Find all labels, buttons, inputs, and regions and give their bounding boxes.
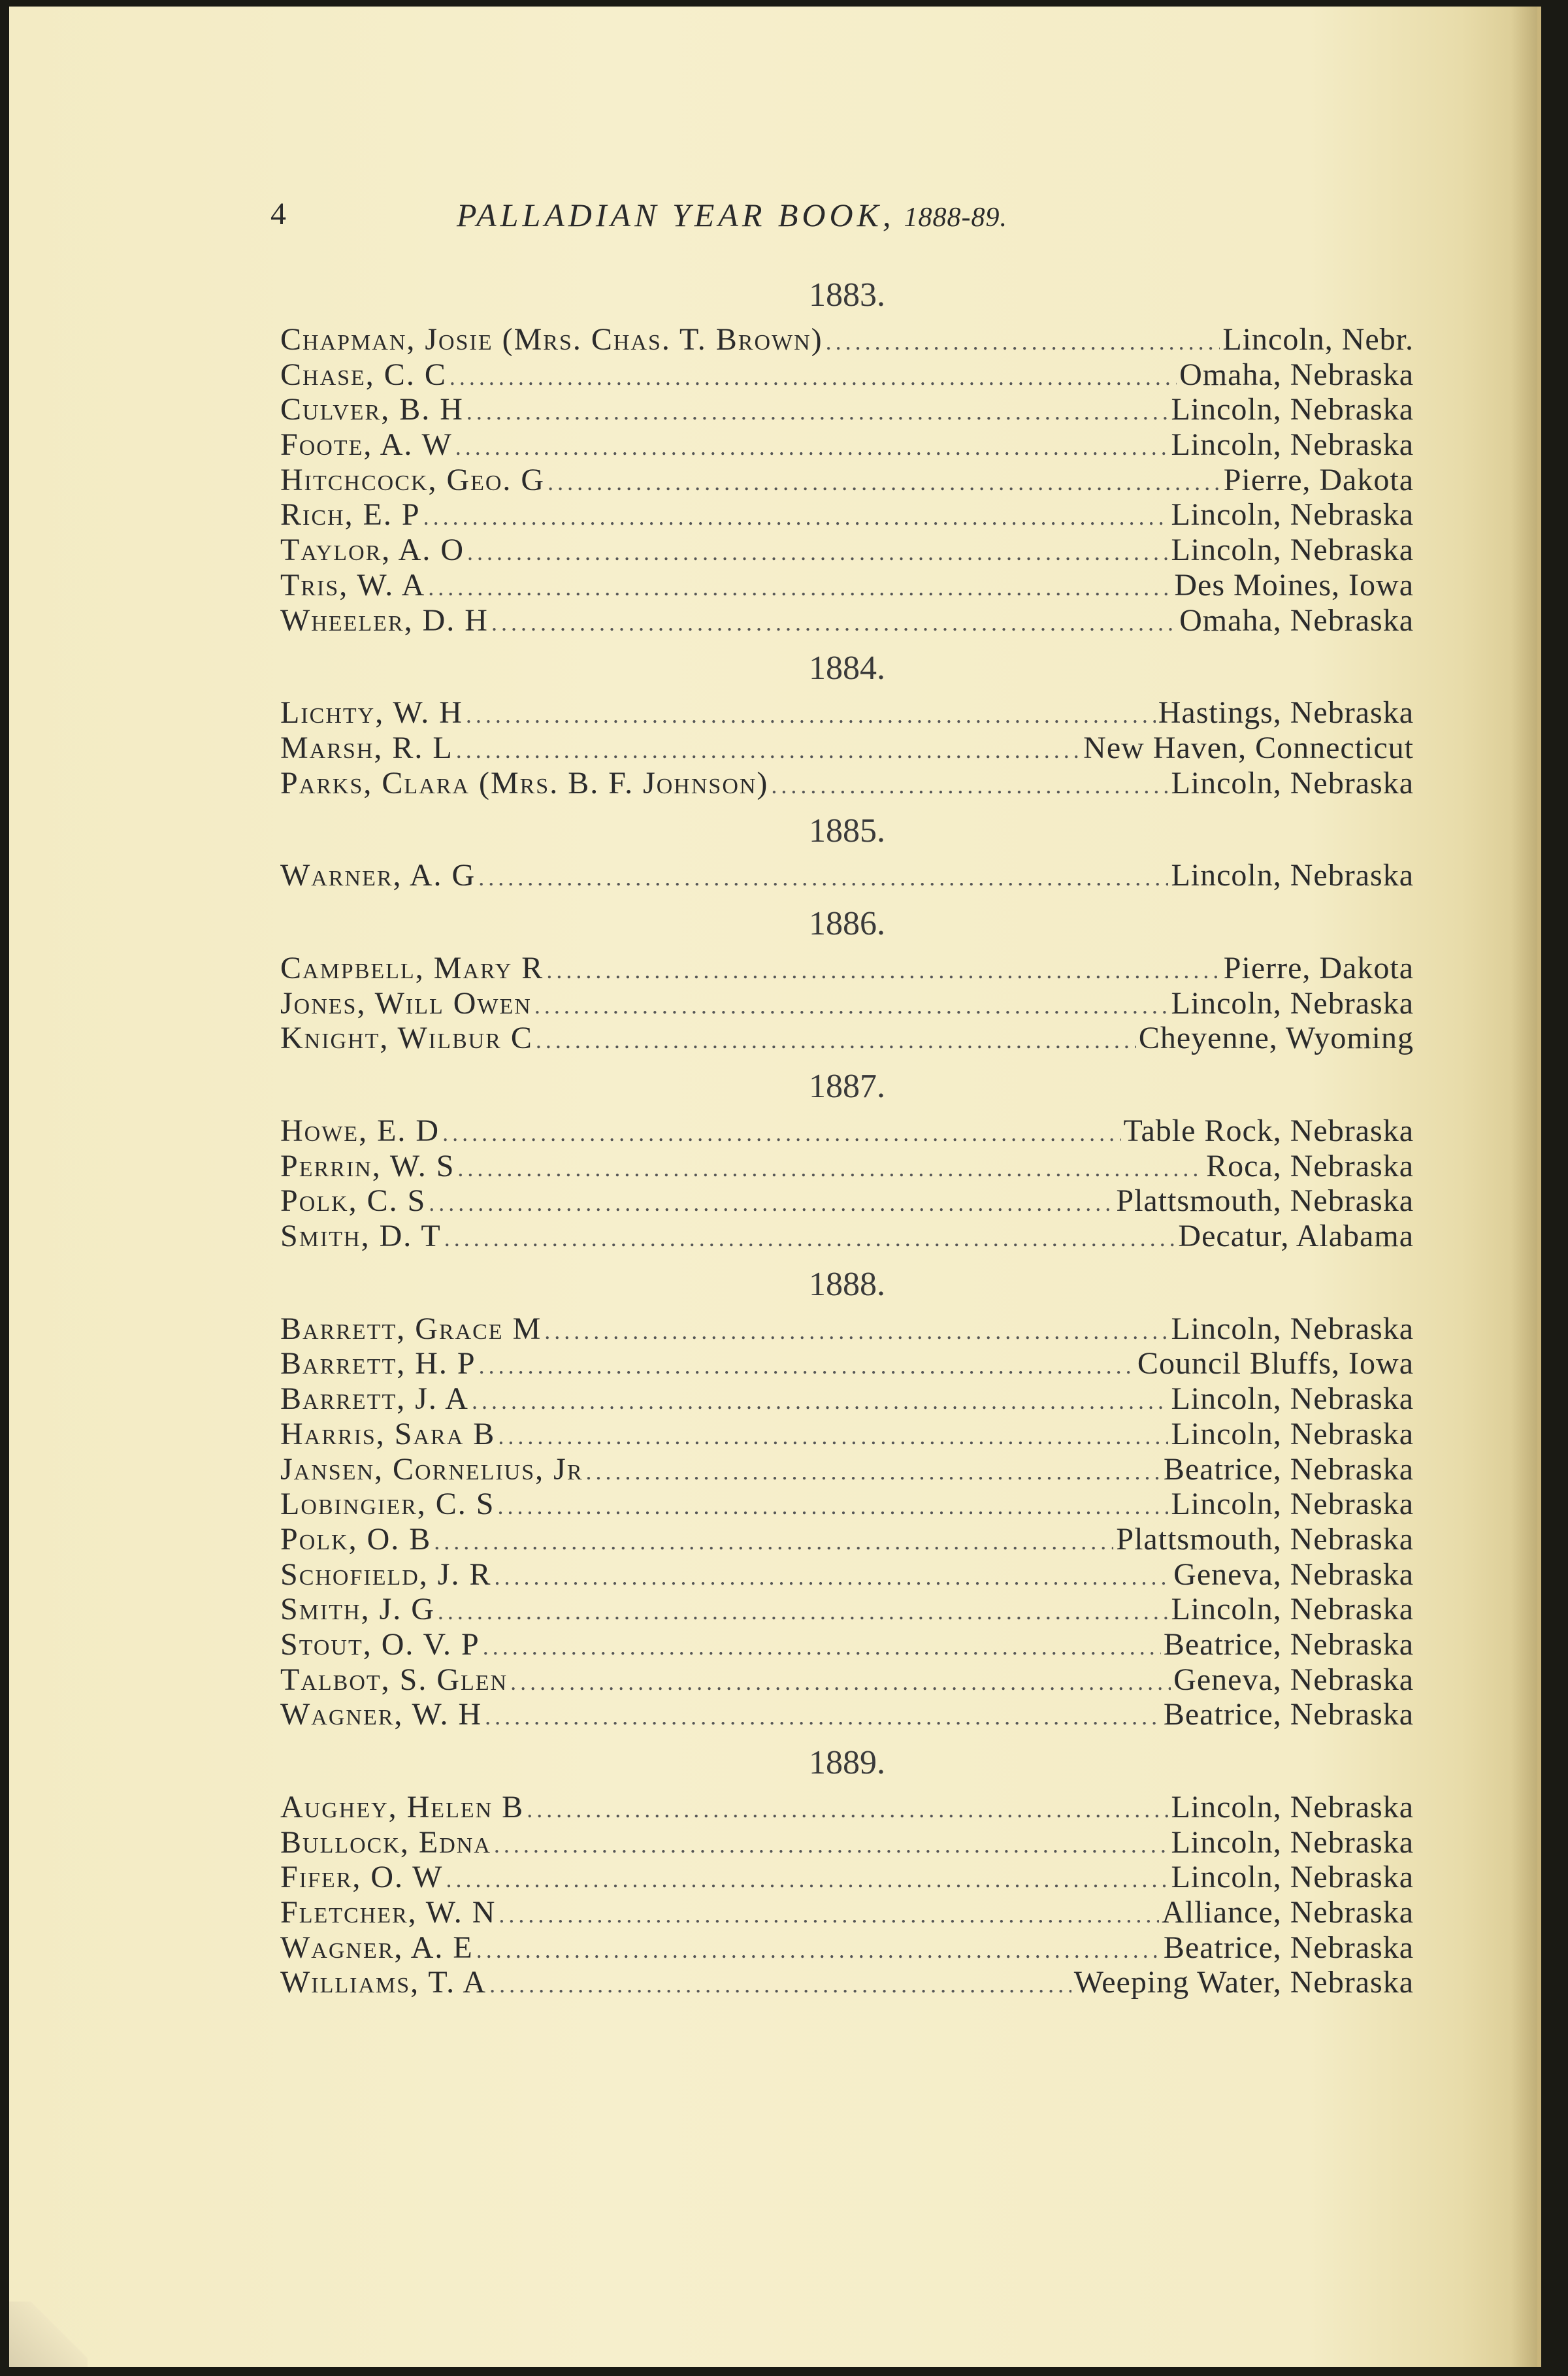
alumni-name: Lobingier, C. S [280,1487,495,1522]
dot-leader [449,360,1177,395]
alumni-residence: Beatrice, Nebraska [1163,1451,1414,1487]
alumni-residence: Lincoln, Nebraska [1171,985,1414,1021]
alumni-entry [280,1662,1414,1698]
alumni-name: Taylor, A. O [280,533,465,568]
alumni-entry [280,568,1414,603]
dot-leader [485,1700,1161,1735]
running-title-year: 1888-89. [904,203,1007,233]
alumni-entry [280,1860,1414,1895]
alumni-name: Schofield, J. R [280,1557,492,1592]
dot-leader [428,570,1171,606]
dot-leader [547,465,1221,501]
alumni-name: Talbot, S. Glen [280,1662,508,1697]
dot-leader [466,698,1156,733]
dot-leader [491,606,1177,641]
alumni-entry [280,731,1414,766]
alumni-residence: Geneva, Nebraska [1173,1662,1414,1697]
alumni-residence: Lincoln, Nebraska [1171,765,1414,800]
page-edge-shadow [1511,7,1537,2367]
alumni-entry [280,1895,1414,1930]
alumni-residence: Weeping Water, Nebraska [1073,1965,1414,2000]
dot-leader [438,1594,1169,1630]
alumni-entry [280,1697,1414,1732]
alumni-name: Campbell, Mary R [280,950,544,985]
alumni-name: Wheeler, D. H [280,602,489,638]
dot-leader [466,395,1169,430]
dot-leader [544,1314,1168,1349]
alumni-name: Polk, O. B [280,1521,432,1557]
alumni-residence: Beatrice, Nebraska [1163,1930,1414,1965]
year-heading: 1888. [809,1265,885,1303]
alumni-entry [280,1452,1414,1487]
dot-leader [478,861,1168,896]
dot-leader [467,535,1168,570]
alumni-residence: Beatrice, Nebraska [1163,1697,1414,1732]
alumni-name: Polk, C. S [280,1183,427,1219]
dot-leader [497,1489,1168,1525]
alumni-entry [280,951,1414,986]
dot-leader [423,500,1169,535]
alumni-entry [280,392,1414,427]
alumni-residence: Lincoln, Nebraska [1171,392,1414,427]
year-heading: 1884. [809,650,885,687]
alumni-name: Fifer, O. W [280,1860,444,1895]
alumni-entry [280,1522,1414,1557]
alumni-entry [280,1790,1414,1825]
alumni-entry [280,1627,1414,1662]
dot-leader [536,1023,1136,1059]
alumni-entry [280,1381,1414,1417]
dot-leader [586,1455,1161,1490]
alumni-residence: Des Moines, Iowa [1174,567,1414,602]
alumni-name: Foote, A. W [280,427,453,463]
alumni-name: Aughey, Helen B [280,1790,525,1824]
alumni-name: Barrett, Grace M [280,1311,542,1346]
alumni-entry [280,603,1414,638]
dot-leader [489,1968,1071,2003]
alumni-residence: Beatrice, Nebraska [1163,1626,1414,1662]
dot-leader [479,1349,1135,1384]
alumni-entry [280,1592,1414,1627]
book-page [9,7,1541,2367]
alumni-entry [280,1312,1414,1347]
alumni-residence: Lincoln, Nebraska [1171,1824,1414,1860]
alumni-residence: Lincoln, Nebr. [1222,322,1414,357]
alumni-entry [280,1825,1414,1860]
year-heading: 1887. [809,1068,885,1105]
dot-leader [434,1525,1113,1560]
page-number: 4 [270,197,286,231]
running-header [270,196,1264,242]
alumni-entry [280,1219,1414,1254]
alumni-name: Chase, C. C [280,357,447,392]
dot-leader [510,1665,1171,1700]
dot-leader [771,768,1168,804]
dot-leader [476,1933,1161,1968]
alumni-name: Rich, E. P [280,497,421,533]
page-corner-wear [9,2302,88,2367]
dot-leader [483,1630,1161,1665]
alumni-residence: Pierre, Dakota [1223,950,1414,985]
alumni-residence: Lincoln, Nebraska [1171,1487,1414,1522]
alumni-name: Williams, T. A [280,1965,487,2000]
year-heading: 1886. [809,904,885,942]
dot-leader [456,733,1081,768]
year-heading: 1889. [809,1744,885,1781]
alumni-name: Barrett, J. A [280,1381,469,1417]
alumni-name: Smith, D. T [280,1219,442,1254]
alumni-name: Barrett, H. P [280,1346,476,1381]
running-title [457,196,1007,234]
alumni-name: Harris, Sara B [280,1416,496,1451]
alumni-residence: Omaha, Nebraska [1179,357,1414,392]
dot-leader [495,1560,1171,1595]
alumni-name: Chapman, Josie (Mrs. Chas. T. Brown) [280,322,823,357]
dot-leader [546,953,1220,989]
dot-leader [455,430,1169,465]
alumni-entry [280,1417,1414,1452]
alumni-name: Parks, Clara (Mrs. B. F. Johnson) [280,765,769,800]
dot-leader [472,1384,1169,1419]
alumni-entry [280,1149,1414,1184]
alumni-name: Marsh, R. L [280,730,453,765]
alumni-residence: Hastings, Nebraska [1158,695,1414,731]
alumni-residence: Omaha, Nebraska [1179,602,1414,638]
alumni-name: Wagner, A. E [280,1930,474,1965]
alumni-residence: Council Bluffs, Iowa [1137,1346,1414,1381]
alumni-entry [280,1557,1414,1592]
dot-leader [442,1116,1120,1151]
alumni-entry [280,1114,1414,1149]
alumni-residence: Lincoln, Nebraska [1171,1592,1414,1627]
alumni-entry [280,1183,1414,1219]
alumni-entry [280,1930,1414,1966]
alumni-residence: Plattsmouth, Nebraska [1116,1521,1414,1557]
running-title-text: PALLADIAN YEAR BOOK, [457,197,895,233]
alumni-residence: Geneva, Nebraska [1173,1557,1414,1592]
alumni-name: Jones, Will Owen [280,985,532,1021]
dot-leader [457,1151,1203,1187]
alumni-entry [280,695,1414,731]
alumni-name: Smith, J. G [280,1592,435,1627]
alumni-residence: Lincoln, Nebraska [1171,497,1414,533]
dot-leader [444,1221,1176,1257]
alumni-residence: Lincoln, Nebraska [1171,427,1414,463]
dot-leader [446,1862,1168,1898]
alumni-residence: Table Rock, Nebraska [1123,1114,1414,1148]
alumni-residence: Decatur, Alabama [1178,1219,1414,1254]
alumni-residence: New Haven, Connecticut [1083,730,1414,765]
alumni-entry [280,1021,1414,1056]
alumni-residence: Plattsmouth, Nebraska [1116,1183,1414,1219]
year-heading: 1883. [809,276,885,314]
alumni-name: Perrin, W. S [280,1148,455,1183]
dot-leader [498,1419,1168,1455]
alumni-name: Lichty, W. H [280,695,463,731]
alumni-name: Tris, W. A [280,567,426,602]
alumni-name: Stout, O. V. P [280,1626,480,1662]
alumni-residence: Lincoln, Nebraska [1171,1416,1414,1451]
alumni-list [280,265,1414,2000]
alumni-residence: Cheyenne, Wyoming [1138,1021,1414,1056]
alumni-entry [280,1487,1414,1522]
alumni-name: Knight, Wilbur C [280,1021,533,1056]
alumni-name: Wagner, W. H [280,1697,483,1732]
alumni-entry [280,986,1414,1021]
alumni-name: Howe, E. D [280,1114,440,1148]
dot-leader [534,989,1169,1024]
alumni-entry [280,357,1414,393]
alumni-name: Culver, B. H [280,392,464,427]
dot-leader [826,325,1220,360]
alumni-entry [280,766,1414,801]
alumni-name: Jansen, Cornelius, Jr [280,1451,583,1487]
alumni-name: Warner, A. G [280,858,476,893]
alumni-entry [280,427,1414,463]
alumni-entry [280,1965,1414,2000]
dot-leader [429,1186,1113,1221]
dot-leader [527,1792,1168,1828]
alumni-residence: Lincoln, Nebraska [1171,533,1414,568]
alumni-residence: Alliance, Nebraska [1162,1895,1414,1930]
alumni-entry [280,463,1414,498]
alumni-residence: Lincoln, Nebraska [1171,1311,1414,1346]
alumni-entry [280,858,1414,893]
alumni-residence: Pierre, Dakota [1223,462,1414,497]
alumni-entry [280,1346,1414,1381]
alumni-residence: Lincoln, Nebraska [1171,1381,1414,1417]
alumni-residence: Roca, Nebraska [1206,1148,1414,1183]
alumni-entry [280,533,1414,568]
alumni-name: Bullock, Edna [280,1824,491,1860]
dot-leader [494,1828,1169,1863]
alumni-name: Hitchcock, Geo. G [280,462,546,497]
alumni-entry [280,497,1414,533]
dot-leader [498,1898,1159,1933]
year-heading: 1885. [809,812,885,850]
alumni-residence: Lincoln, Nebraska [1171,858,1414,893]
alumni-entry [280,322,1414,357]
alumni-name: Fletcher, W. N [280,1895,497,1930]
alumni-residence: Lincoln, Nebraska [1171,1860,1414,1895]
alumni-residence: Lincoln, Nebraska [1171,1790,1414,1824]
